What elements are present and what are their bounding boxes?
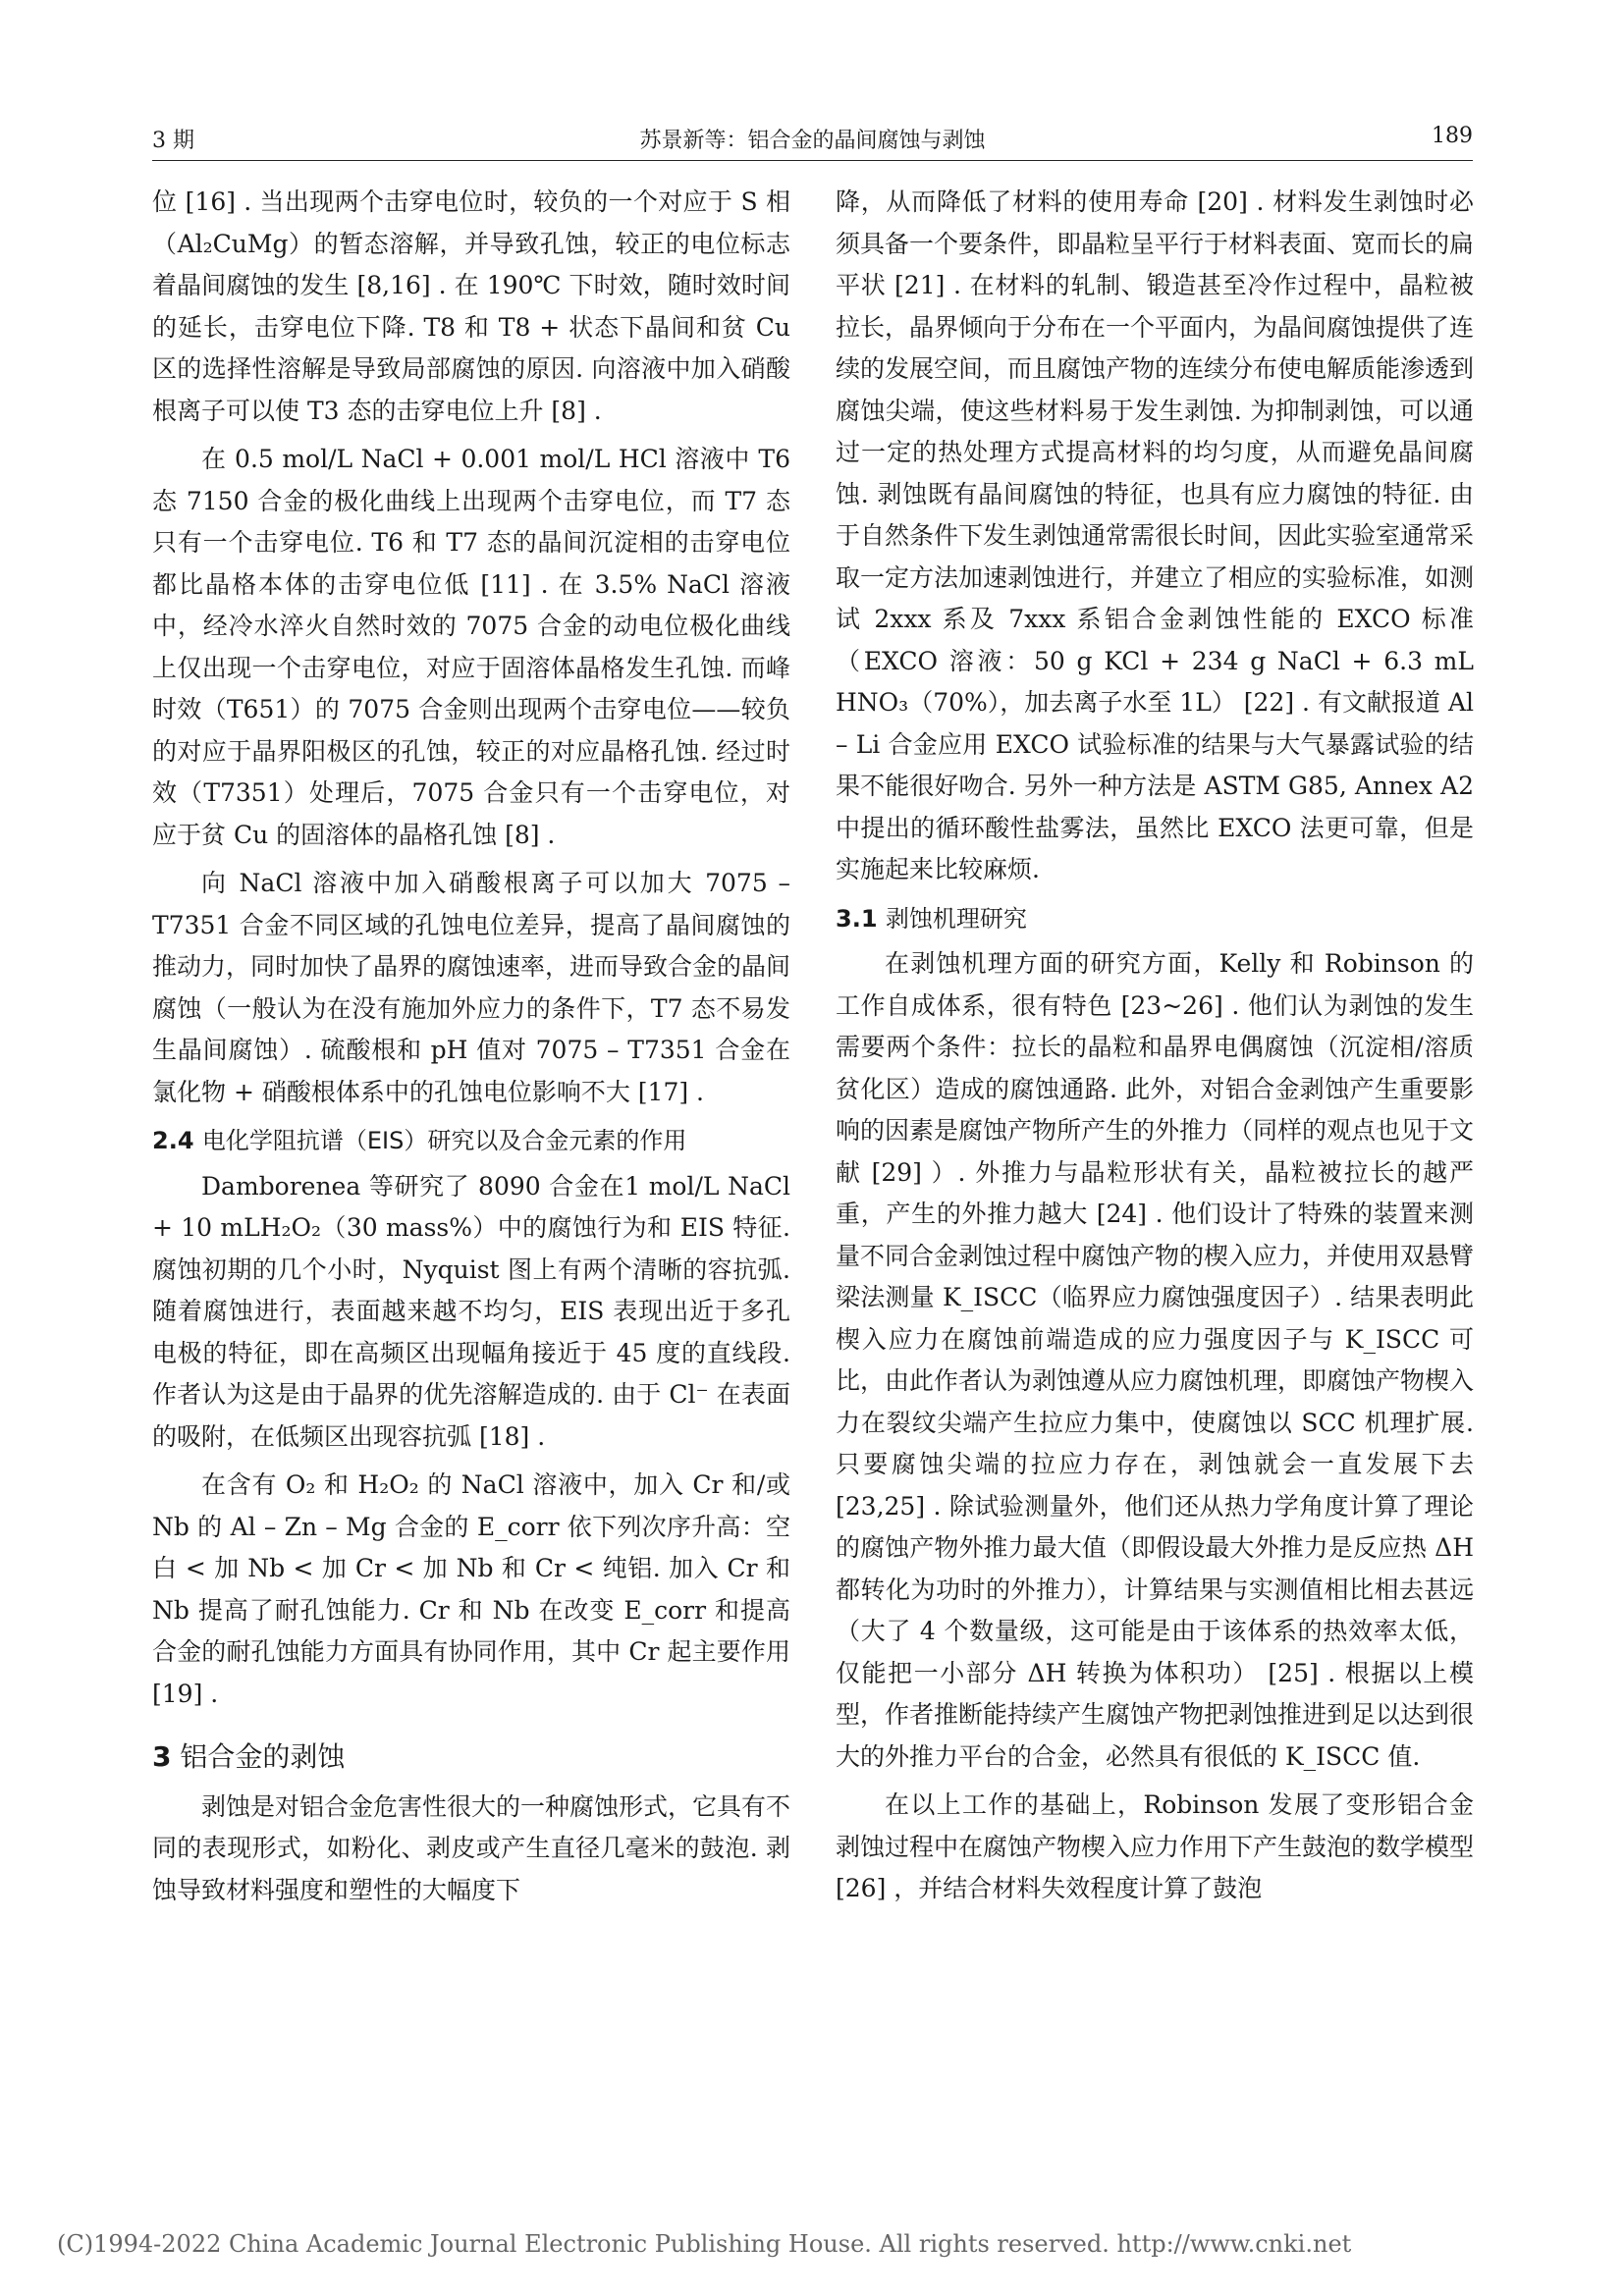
section-heading-2-4	[152, 1120, 790, 1162]
section-number: 2.4	[152, 1127, 194, 1154]
section-heading-3-1	[836, 898, 1474, 940]
section-title: 剥蚀机理研究	[885, 904, 1027, 933]
paragraph: 位 [16] . 当出现两个击穿电位时，较负的一个对应于 S 相（Al₂CuMg）的暂态溶解，并导致孔蚀，较正的电位标志着晶间腐蚀的发生 [8,16] . 在 190℃ 下时效，随时效时间的延长，击穿电位下降. T8 和 T8 + 状态下晶间和贫 Cu 区的选择性溶解是导致局部腐蚀的原因. 向溶液中加入硝酸根离子可以使 T3 态的击穿电位上升 [8] .	[152, 187, 790, 425]
issue-number: 3 期	[152, 129, 194, 153]
paragraph: 在以上工作的基础上，Robinson 发展了变形铝合金剥蚀过程中在腐蚀产物楔入应力作用下产生鼓泡的数学模型 [26] ，并结合材料失效程度计算了鼓泡	[836, 1790, 1475, 1902]
running-header	[152, 116, 1473, 155]
paragraph: 在 0.5 mol/L NaCl + 0.001 mol/L HCl 溶液中 T6 态 7150 合金的极化曲线上出现两个击穿电位，而 T7 态只有一个击穿电位. T6 和 T7 态的晶间沉淀相的击穿电位都比晶格本体的击穿电位低 [11] . 在 3.5% NaCl 溶液中，经冷水淬火自然时效的 7075 合金的动电位极化曲线上仅出现一个击穿电位，对应于固溶体晶格发生孔蚀. 而峰时效（T651）的 7075 合金则出现两个击穿电位——较负的对应于晶界阳极区的孔蚀，较正的对应晶格孔蚀. 经过时效（T7351）处理后，7075 合金只有一个击穿电位，对应于贫 Cu 的固溶体的晶格孔蚀 [8] .	[152, 445, 790, 849]
copyright-footer: (C)1994-2022 China Academic Journal Electronic Publishing House. All rights reserved. http://www.cnki.net	[57, 2230, 1352, 2258]
paragraph: Damborenea 等研究了 8090 合金在1 mol/L NaCl + 10 mLH₂O₂（30 mass%）中的腐蚀行为和 EIS 特征. 腐蚀初期的几个小时，Nyquist 图上有两个清晰的容抗弧. 随着腐蚀进行，表面越来越不均匀，EIS 表现出近于多孔电极的特征，即在高频区出现幅角接近于 45 度的直线段. 作者认为这是由于晶界的优先溶解造成的. 由于 Cl⁻ 在表面的吸附，在低频区出现容抗弧 [18] .	[152, 1171, 790, 1451]
paragraph: 向 NaCl 溶液中加入硝酸根离子可以加大 7075 – T7351 合金不同区域的孔蚀电位差异，提高了晶间腐蚀的推动力，同时加快了晶界的腐蚀速率，进而导致合金的晶间腐蚀（一般认为在没有施加外应力的条件下，T7 态不易发生晶间腐蚀）. 硫酸根和 pH 值对 7075 – T7351 合金在氯化物 + 硝酸根体系中的孔蚀电位影响不大 [17] .	[152, 869, 791, 1106]
section-title: 电化学阻抗谱（EIS）研究以及合金元素的作用	[201, 1127, 687, 1154]
header-rule	[152, 160, 1473, 161]
section-heading-3	[152, 1736, 790, 1779]
paragraph: 在剥蚀机理方面的研究方面，Kelly 和 Robinson 的工作自成体系，很有特色 [23~26] . 他们认为剥蚀的发生需要两个条件：拉长的晶粒和晶界电偶腐蚀（沉淀相/溶质贫化区）造成的腐蚀通路. 此外，对铝合金剥蚀产生重要影响的因素是腐蚀产物所产生的外推力（同样的观点也见于文献 [29] ）. 外推力与晶粒形状有关，晶粒被拉长的越严重，产生的外推力越大 [24] . 他们设计了特殊的装置来测量不同合金剥蚀过程中腐蚀产物的楔入应力，并使用双悬臂梁法测量 K_ISCC（临界应力腐蚀强度因子）. 结果表明此楔入应力在腐蚀前端造成的应力强度因子与 K_ISCC 可比，由此作者认为剥蚀遵从应力腐蚀机理，即腐蚀产物楔入力在裂纹尖端产生拉应力集中，使腐蚀以 SCC 机理扩展. 只要腐蚀尖端的拉应力存在，剥蚀就会一直发展下去 [23,25] . 除试验测量外，他们还从热力学角度计算了理论的腐蚀产物外推力最大值（即假设最大外推力是反应热 ΔH 都转化为功时的外推力），计算结果与实测值相比相去甚远（大了 4 个数量级，这可能是由于该体系的热效率太低，仅能把一小部分 ΔH 转换为体积功） [25] . 根据以上模型，作者推断能持续产生腐蚀产物把剥蚀推进到足以达到很大的外推力平台的合金，必然具有很低的 K_ISCC 值.	[836, 949, 1475, 1771]
section-title: 铝合金的剥蚀	[180, 1740, 346, 1773]
paragraph: 降，从而降低了材料的使用寿命 [20] . 材料发生剥蚀时必须具备一个要条件，即晶粒呈平行于材料表面、宽而长的扁平状 [21] . 在材料的轧制、锻造甚至冷作过程中，晶粒被拉长，晶界倾向于分布在一个平面内，为晶间腐蚀提供了连续的发展空间，而且腐蚀产物的连续分布使电解质能渗透到腐蚀尖端，使这些材料易于发生剥蚀. 为抑制剥蚀，可以通过一定的热处理方式提高材料的均匀度，从而避免晶间腐蚀. 剥蚀既有晶间腐蚀的特征，也具有应力腐蚀的特征. 由于自然条件下发生剥蚀通常需很长时间，因此实验室通常采取一定方法加速剥蚀进行，并建立了相应的实验标准，如测试 2xxx 系及 7xxx 系铝合金剥蚀性能的 EXCO 标准（EXCO 溶液：50 g KCl + 234 g NaCl + 6.3 mL HNO₃（70%），加去离子水至 1L） [22] . 有文献报道 Al – Li 合金应用 EXCO 试验标准的结果与大气暴露试验的结果不能很好吻合. 另外一种方法是 ASTM G85, Annex A2 中提出的循环酸性盐雾法，虽然比 EXCO 法更可靠，但是实施起来比较麻烦.	[836, 187, 1475, 883]
page-number: 189	[1432, 124, 1473, 148]
left-column	[152, 182, 790, 1918]
paragraph: 剥蚀是对铝合金危害性很大的一种腐蚀形式，它具有不同的表现形式，如粉化、剥皮或产生直径几毫米的鼓泡. 剥蚀导致材料强度和塑性的大幅度下	[152, 1791, 791, 1904]
right-column	[836, 182, 1474, 1917]
section-number: 3	[152, 1740, 172, 1773]
section-number: 3.1	[836, 904, 878, 933]
running-title: 苏景新等：铝合金的晶间腐蚀与剥蚀	[639, 129, 986, 153]
paragraph: 在含有 O₂ 和 H₂O₂ 的 NaCl 溶液中，加入 Cr 和/或 Nb 的 Al – Zn – Mg 合金的 E_corr 依下列次序升高：空白 < 加 Nb < 加 Cr < 加 Nb 和 Cr < 纯铝. 加入 Cr 和 Nb 提高了耐孔蚀能力. Cr 和 Nb 在改变 E_corr 和提高合金的耐孔蚀能力方面具有协同作用，其中 Cr 起主要作用 [19] .	[152, 1470, 790, 1708]
